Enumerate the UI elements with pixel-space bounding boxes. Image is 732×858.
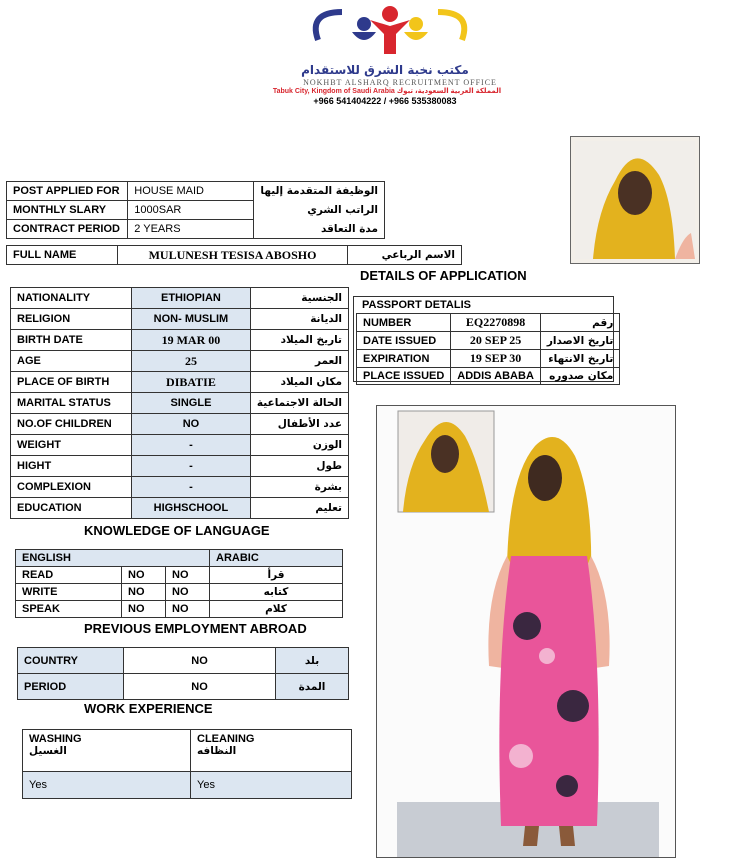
passport-label: PLACE ISSUED — [357, 368, 451, 385]
language-english-value: NO — [122, 601, 166, 618]
header-arabic-name: مكتب نخبة الشرق للاستقدام — [301, 63, 469, 77]
job-table — [6, 181, 385, 239]
portrait-photo — [570, 136, 700, 264]
work-value: Yes — [191, 772, 352, 799]
personal-row — [11, 351, 349, 372]
job-arabic-label: الراتب الشري — [254, 201, 385, 220]
job-value: 2 YEARS — [128, 220, 254, 239]
personal-row — [11, 456, 349, 477]
language-arabic-label: كلام — [210, 601, 343, 618]
employment-arabic-label: المدة — [276, 674, 349, 700]
personal-arabic-label: مكان الميلاد — [250, 372, 348, 393]
personal-arabic-label: تاريخ الميلاد — [250, 330, 348, 351]
job-value: 1000SAR — [128, 201, 254, 220]
work-col-washing — [23, 730, 191, 772]
passport-arabic-label: مكان صدوره — [540, 368, 619, 385]
personal-arabic-label: تعليم — [250, 498, 348, 519]
personal-row — [11, 414, 349, 435]
personal-label: COMPLEXION — [11, 477, 132, 498]
employment-label: COUNTRY — [18, 648, 124, 674]
employment-value: NO — [124, 674, 276, 700]
passport-arabic-label: تاريخ الانتهاء — [540, 350, 619, 368]
job-value: HOUSE MAID — [128, 182, 254, 201]
personal-row — [11, 393, 349, 414]
personal-label: NATIONALITY — [11, 288, 132, 309]
personal-row — [11, 435, 349, 456]
full-name-value: MULUNESH TESISA ABOSHO — [118, 246, 348, 265]
personal-value: HIGHSCHOOL — [131, 498, 250, 519]
full-name-label: FULL NAME — [7, 246, 118, 265]
passport-row — [357, 314, 620, 332]
language-skill: WRITE — [16, 584, 122, 601]
personal-label: MARITAL STATUS — [11, 393, 132, 414]
full-name-table — [6, 245, 462, 265]
logo — [300, 2, 480, 60]
language-heading: KNOWLEDGE OF LANGUAGE — [84, 523, 270, 538]
full-body-photo — [376, 405, 676, 858]
passport-value: 19 SEP 30 — [451, 350, 541, 368]
language-table — [15, 549, 343, 618]
language-col-arabic: ARABIC — [210, 550, 343, 567]
language-arabic-value: NO — [166, 584, 210, 601]
personal-arabic-label: طول — [250, 456, 348, 477]
personal-value: - — [131, 435, 250, 456]
personal-value: NON- MUSLIM — [131, 309, 250, 330]
personal-label: AGE — [11, 351, 132, 372]
personal-value: SINGLE — [131, 393, 250, 414]
passport-row — [357, 332, 620, 350]
work-col-cleaning — [191, 730, 352, 772]
job-label: POST APPLIED FOR — [7, 182, 128, 201]
language-row — [16, 584, 343, 601]
work-col-en: CLEANING — [197, 733, 255, 745]
language-arabic-value: NO — [166, 567, 210, 584]
personal-row — [11, 309, 349, 330]
job-arabic-label: الوظيفة المتقدمة إليها — [254, 182, 385, 201]
work-value: Yes — [23, 772, 191, 799]
passport-value: EQ2270898 — [451, 314, 541, 332]
full-name-arabic: الاسم الرباعي — [348, 246, 462, 265]
personal-arabic-label: الوزن — [250, 435, 348, 456]
passport-label: DATE ISSUED — [357, 332, 451, 350]
passport-arabic-label: رقم — [540, 314, 619, 332]
work-col-ar: الغسيل — [29, 745, 67, 757]
passport-title: PASSPORT DETALIS — [362, 299, 471, 311]
details-heading: DETAILS OF APPLICATION — [360, 268, 527, 283]
personal-table — [10, 287, 349, 519]
employment-heading: PREVIOUS EMPLOYMENT ABROAD — [84, 621, 307, 636]
language-skill: SPEAK — [16, 601, 122, 618]
job-label: CONTRACT PERIOD — [7, 220, 128, 239]
personal-label: RELIGION — [11, 309, 132, 330]
personal-arabic-label: العمر — [250, 351, 348, 372]
job-arabic-label: مدة التعاقد — [254, 220, 385, 239]
passport-value: ADDIS ABABA — [451, 368, 541, 385]
work-heading: WORK EXPERIENCE — [84, 701, 213, 716]
personal-value: DIBATIE — [131, 372, 250, 393]
personal-label: WEIGHT — [11, 435, 132, 456]
header-location: Tabuk City, Kingdom of Saudi Arabia المملكة العربية السعودية، تبوك — [272, 88, 502, 95]
header-english-name: NOKHBT ALSHARQ RECRUITMENT OFFICE — [303, 78, 497, 87]
work-col-ar: النظافه — [197, 745, 237, 757]
employment-row — [18, 674, 349, 700]
language-arabic-label: كتابه — [210, 584, 343, 601]
employment-label: PERIOD — [18, 674, 124, 700]
passport-row — [357, 368, 620, 385]
personal-arabic-label: بشرة — [250, 477, 348, 498]
language-english-value: NO — [122, 567, 166, 584]
personal-label: HIGHT — [11, 456, 132, 477]
personal-arabic-label: عدد الأطفال — [250, 414, 348, 435]
personal-row — [11, 477, 349, 498]
personal-value: - — [131, 456, 250, 477]
personal-row — [11, 288, 349, 309]
personal-row — [11, 498, 349, 519]
employment-table — [17, 647, 349, 700]
language-row — [16, 601, 343, 618]
language-skill: READ — [16, 567, 122, 584]
personal-value: NO — [131, 414, 250, 435]
personal-value: ETHIOPIAN — [131, 288, 250, 309]
personal-row — [11, 372, 349, 393]
personal-arabic-label: الديانة — [250, 309, 348, 330]
personal-value: 19 MAR 00 — [131, 330, 250, 351]
language-english-value: NO — [122, 584, 166, 601]
employment-row — [18, 648, 349, 674]
passport-arabic-label: تاريخ الاصدار — [540, 332, 619, 350]
personal-label: NO.OF CHILDREN — [11, 414, 132, 435]
header-phones: +966 541404222 / +966 535380083 — [313, 96, 457, 106]
passport-label: EXPIRATION — [357, 350, 451, 368]
personal-row — [11, 330, 349, 351]
personal-arabic-label: الحالة الاجتماعية — [250, 393, 348, 414]
passport-value: 20 SEP 25 — [451, 332, 541, 350]
passport-table — [356, 313, 620, 385]
employment-arabic-label: بلد — [276, 648, 349, 674]
passport-row — [357, 350, 620, 368]
passport-label: NUMBER — [357, 314, 451, 332]
language-arabic-label: قرأ — [210, 567, 343, 584]
personal-value: 25 — [131, 351, 250, 372]
language-arabic-value: NO — [166, 601, 210, 618]
personal-arabic-label: الجنسية — [250, 288, 348, 309]
employment-value: NO — [124, 648, 276, 674]
job-label: MONTHLY SLARY — [7, 201, 128, 220]
personal-value: - — [131, 477, 250, 498]
language-row — [16, 567, 343, 584]
personal-label: EDUCATION — [11, 498, 132, 519]
personal-label: PLACE OF BIRTH — [11, 372, 132, 393]
language-col-english: ENGLISH — [16, 550, 210, 567]
work-table — [22, 729, 352, 799]
personal-label: BIRTH DATE — [11, 330, 132, 351]
work-col-en: WASHING — [29, 733, 82, 745]
